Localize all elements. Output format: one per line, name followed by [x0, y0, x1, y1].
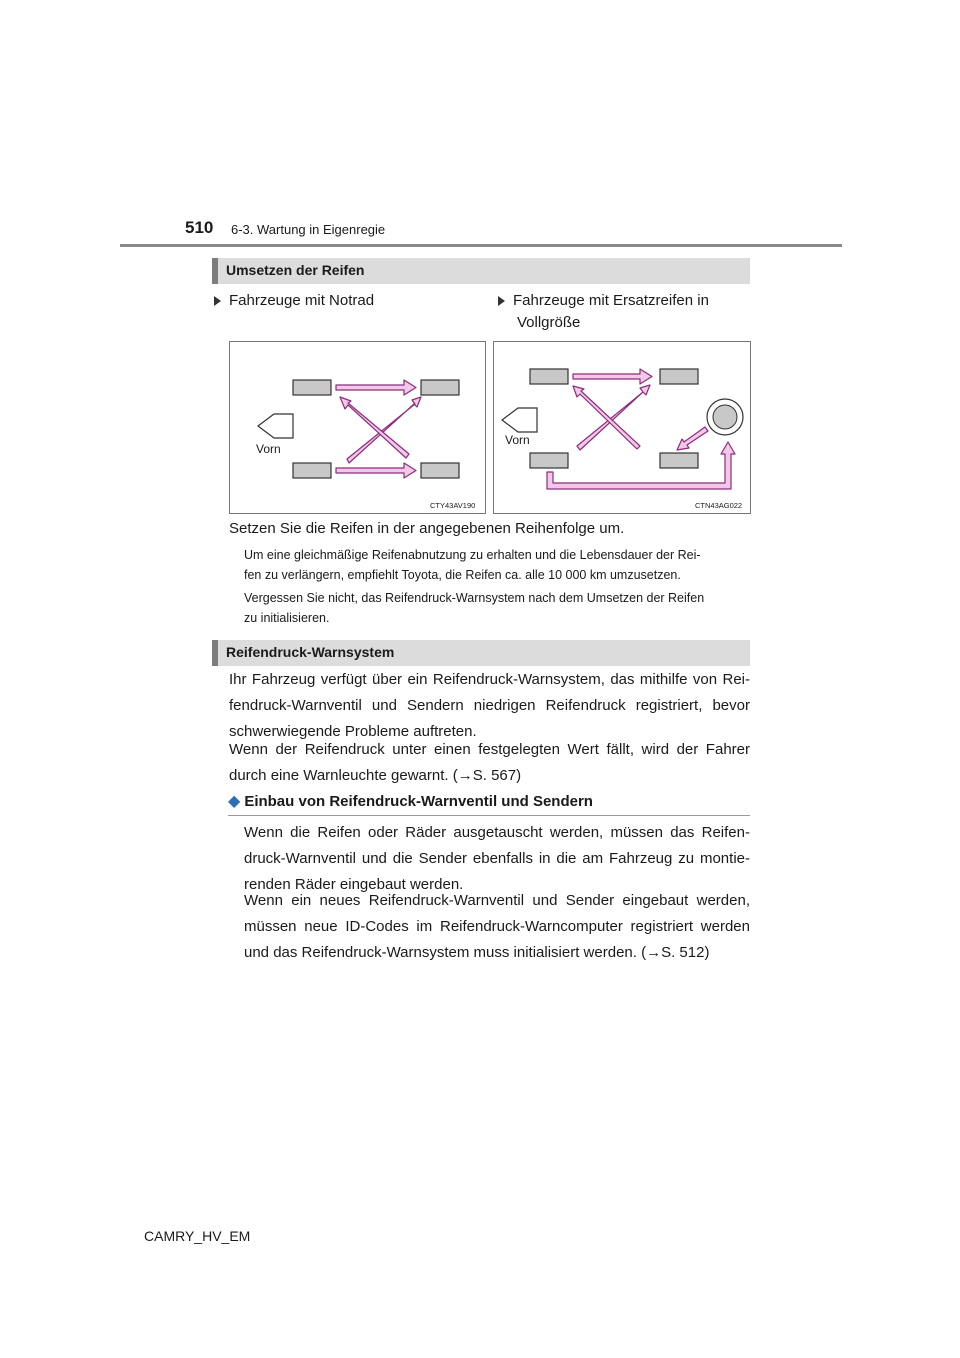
arrow-diagonal-up: [347, 397, 421, 463]
arrow-loop: [547, 442, 735, 489]
tire-front-left: [293, 380, 331, 395]
variant-right-line1: Fahrzeuge mit Ersatzreifen in: [498, 290, 750, 312]
section-heading-tire-rotation: [212, 258, 750, 284]
tire-rear-right: [660, 453, 698, 468]
heading-text: Reifendruck-Warnsystem: [226, 644, 395, 660]
variant-spare-tire: [214, 290, 374, 312]
installation-para1: [244, 820, 750, 898]
front-label: Vorn: [505, 433, 530, 447]
tire-rear-left: [293, 463, 331, 478]
tpms-warning: [229, 737, 750, 789]
tire-front-right: [660, 369, 698, 384]
arrow-spare-to-rear: [677, 427, 708, 450]
spare-tire-hub: [713, 405, 737, 429]
text-line: durch eine Warnleuchte gewarnt. (→S. 567): [229, 767, 522, 784]
tpms-description: [229, 667, 750, 745]
text-line: und das Reifendruck-Warnsystem muss initialisiert werden. (→S. 512): [244, 944, 710, 961]
tire-front-left: [530, 369, 568, 384]
installation-para2: [244, 888, 750, 966]
subheading-text: Einbau von Reifendruck-Warnventil und Sendern: [244, 793, 593, 810]
figure-code: CTY43AV190: [430, 501, 476, 510]
triangle-bullet-icon: [498, 296, 505, 306]
subheading-installation: [228, 791, 750, 816]
tire-front-right: [421, 380, 459, 395]
note-initialize: [244, 588, 750, 628]
variant-full-size-spare: [498, 290, 750, 334]
front-direction-arrow-icon: [258, 414, 293, 438]
text-line: Wenn der Reifendruck unter einen festgelegten Wert fällt, wird der Fahrer: [229, 741, 750, 758]
text-line: Ihr Fahrzeug verfügt über ein Reifendruck-Warnsystem, das mithilfe von Rei-: [229, 671, 750, 688]
arrow-diagonal-up: [577, 385, 650, 450]
text-line: müssen neue ID-Codes im Reifendruck-Warncomputer registriert werden: [244, 918, 750, 935]
tire-rear-left: [530, 453, 568, 468]
note-rotation-interval: [244, 545, 750, 585]
arrow-diagonal-down: [573, 386, 640, 449]
rotation-instruction: Setzen Sie die Reifen in der angegebenen Reihenfolge um.: [229, 520, 625, 537]
text-line: Wenn die Reifen oder Räder ausgetauscht werden, müssen das Reifen-: [244, 824, 750, 841]
note-line: Um eine gleichmäßige Reifenabnutzung zu erhalten und die Lebensdauer der Rei-: [244, 548, 701, 562]
rotation-diagram-left: [230, 342, 485, 513]
heading-text: Umsetzen der Reifen: [226, 262, 365, 278]
arrow-diagonal-down: [340, 397, 409, 458]
figure-code: CTN43AG022: [695, 501, 743, 510]
arrow-top: [573, 369, 652, 384]
figure-rotation-spare: [229, 341, 486, 514]
page-number: 510: [185, 218, 214, 237]
arrow-top: [336, 380, 416, 395]
tire-rear-right: [421, 463, 459, 478]
front-label: Vorn: [256, 442, 281, 456]
rotation-diagram-right: [494, 342, 750, 513]
triangle-bullet-icon: [214, 296, 221, 306]
text-line: schwerwiegende Probleme auftreten.: [229, 723, 477, 740]
text-line: fendruck-Warnventil und Sendern niedrigen Reifendruck registriert, bevor: [229, 697, 750, 714]
section-title: 6-3. Wartung in Eigenregie: [231, 222, 386, 237]
variant-right-line2: Vollgröße: [517, 314, 581, 331]
header-rule: [120, 244, 842, 247]
model-code: CAMRY_HV_EM: [144, 1228, 251, 1244]
text-line: druck-Warnventil und die Sender ebenfalls in die am Fahrzeug zu montie-: [244, 850, 750, 867]
figure-rotation-full-size: [493, 341, 751, 514]
note-line: zu initialisieren.: [244, 611, 330, 625]
diamond-bullet-icon: ◆: [228, 793, 241, 810]
text-line: Wenn ein neues Reifendruck-Warnventil und Sender eingebaut werden,: [244, 892, 750, 909]
variant-left-label: Fahrzeuge mit Notrad: [229, 292, 375, 309]
section-heading-tpms: [212, 640, 750, 666]
front-direction-arrow-icon: [502, 408, 537, 432]
note-line: fen zu verlängern, empfiehlt Toyota, die Reifen ca. alle 10 000 km umzusetzen.: [244, 568, 681, 582]
note-line: Vergessen Sie nicht, das Reifendruck-Warnsystem nach dem Umsetzen der Reifen: [244, 591, 705, 605]
text-line: renden Räder eingebaut werden.: [244, 876, 464, 893]
arrow-bottom: [336, 463, 416, 478]
